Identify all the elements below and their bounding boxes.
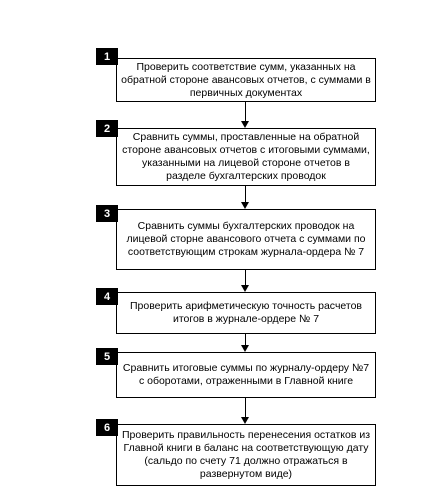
step-2-number: 2 xyxy=(96,120,118,137)
arrow-down-icon xyxy=(241,417,249,424)
step-3-box xyxy=(116,209,376,270)
connector-3-4 xyxy=(245,270,246,285)
step-1-box xyxy=(116,58,376,102)
step-1-number: 1 xyxy=(96,48,118,65)
arrow-down-icon xyxy=(241,345,249,352)
connector-2-3 xyxy=(245,186,246,202)
step-3-text: Сравнить суммы бухгалтерских проводок на лицевой сторне авансового отчета с суммами по соответствующим строкам журнала-ордера № 7 xyxy=(126,220,366,258)
step-6-text: Проверить правильность перенесения остатков из Главной книги в баланс на соответствующую дату (сальдо по счету 71 должно отражаться в развернутом виде) xyxy=(121,429,371,480)
step-4-box xyxy=(116,292,376,334)
step-4-number: 4 xyxy=(96,288,118,305)
step-1-text: Проверить соответствие сумм, указанных на обратной стороне авансовых отчетов, с суммами в первичных документах xyxy=(121,60,371,99)
step-4-text: Проверить арифметическую точность расчетов итогов в журнале-ордере № 7 xyxy=(129,300,363,325)
arrow-down-icon xyxy=(241,285,249,292)
arrow-down-icon xyxy=(241,121,249,128)
arrow-down-icon xyxy=(241,202,249,209)
step-3-number: 3 xyxy=(96,205,118,222)
step-2-text: Сравнить суммы, проставленные на обратной стороне авансовых отчетов с итоговыми суммами, указанными на лицевой стороне отчетов в разделе бухгалтерских проводок xyxy=(122,131,370,182)
step-2-box xyxy=(116,128,376,186)
step-6-box xyxy=(116,424,376,486)
connector-1-2 xyxy=(245,102,246,121)
step-5-text: Сравнить итоговые суммы по журналу-ордеру №7 с оборотами, отраженными в Главной книге xyxy=(122,362,370,387)
step-6-number: 6 xyxy=(96,419,118,436)
connector-4-5 xyxy=(245,334,246,345)
connector-5-6 xyxy=(245,398,246,417)
step-5-number: 5 xyxy=(96,348,118,365)
step-5-box xyxy=(116,352,376,398)
